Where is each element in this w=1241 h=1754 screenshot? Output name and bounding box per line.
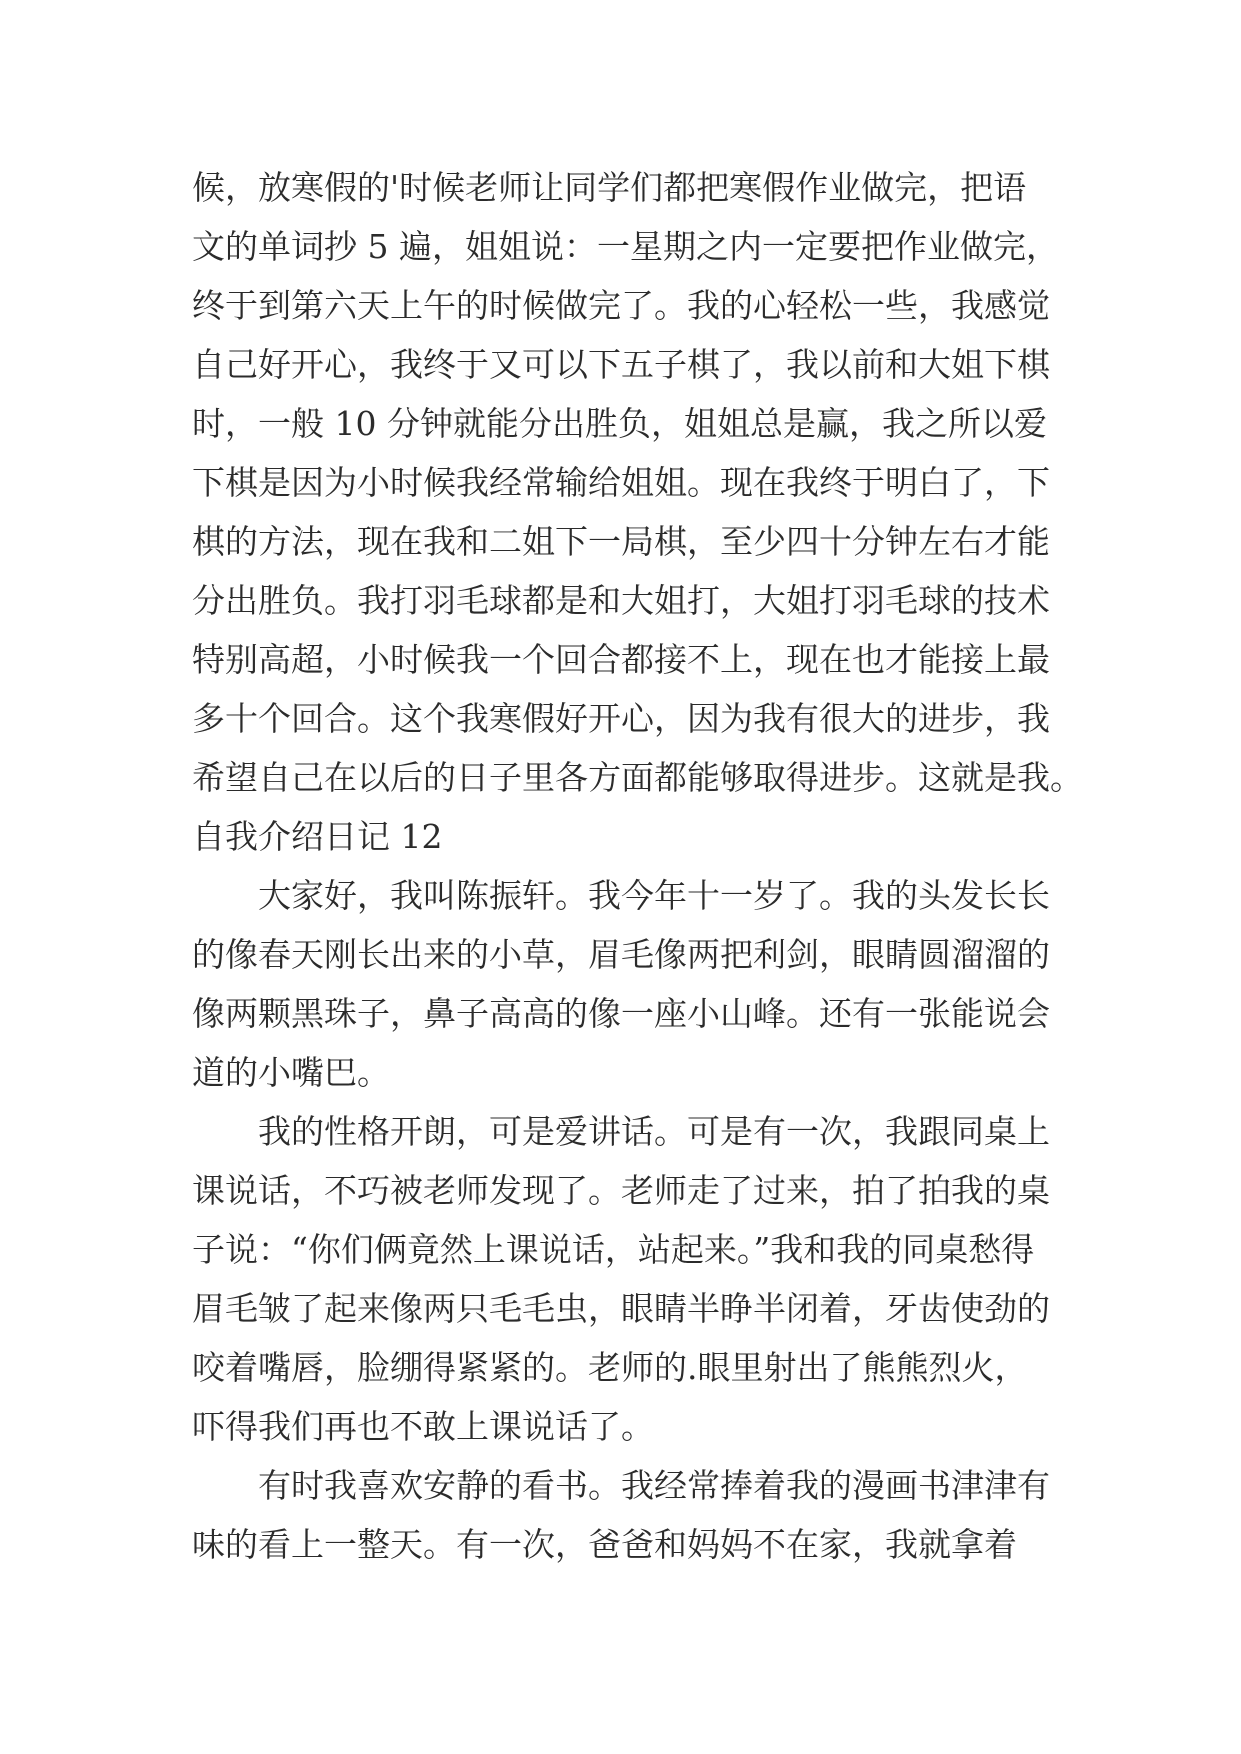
text-line: 眉毛皱了起来像两只毛毛虫，眼睛半睁半闭着，牙齿使劲的 bbox=[192, 1289, 1050, 1328]
text-line: 自我介绍日记 12 bbox=[192, 817, 443, 856]
text-line: 终于到第六天上午的时候做完了。我的心轻松一些，我感觉 bbox=[192, 286, 1050, 325]
document-body bbox=[192, 158, 1083, 1574]
text-line: 特别高超，小时候我一个回合都接不上，现在也才能接上最 bbox=[192, 640, 1050, 679]
text-line: 棋的方法，现在我和二姐下一局棋，至少四十分钟左右才能 bbox=[192, 522, 1050, 561]
text-line: 咬着嘴唇，脸绷得紧紧的。老师的.眼里射出了熊熊烈火， bbox=[192, 1348, 1028, 1387]
text-line: 大家好，我叫陈振轩。我今年十一岁了。我的头发长长 bbox=[258, 876, 1050, 915]
text-line: 吓得我们再也不敢上课说话了。 bbox=[192, 1407, 654, 1446]
text-line: 多十个回合。这个我寒假好开心，因为我有很大的进步，我 bbox=[192, 699, 1050, 738]
text-line: 课说话，不巧被老师发现了。老师走了过来，拍了拍我的桌 bbox=[192, 1171, 1050, 1210]
text-line: 候，放寒假的'时候老师让同学们都把寒假作业做完，把语 bbox=[192, 168, 1027, 207]
text-line: 自己好开心，我终于又可以下五子棋了，我以前和大姐下棋 bbox=[192, 345, 1050, 384]
text-line: 文的单词抄 5 遍，姐姐说：一星期之内一定要把作业做完， bbox=[192, 227, 1059, 266]
text-line: 时，一般 10 分钟就能分出胜负，姐姐总是赢，我之所以爱 bbox=[192, 404, 1047, 443]
text-line: 我的性格开朗，可是爱讲话。可是有一次，我跟同桌上 bbox=[258, 1112, 1050, 1151]
text-line: 有时我喜欢安静的看书。我经常捧着我的漫画书津津有 bbox=[258, 1466, 1050, 1505]
text-line: 道的小嘴巴。 bbox=[192, 1053, 390, 1092]
text-line: 像两颗黑珠子，鼻子高高的像一座小山峰。还有一张能说会 bbox=[192, 994, 1050, 1033]
text-line: 子说：“你们俩竟然上课说话，站起来。”我和我的同桌愁得 bbox=[192, 1230, 1035, 1269]
text-line: 希望自己在以后的日子里各方面都能够取得进步。这就是我。 bbox=[192, 758, 1083, 797]
text-line: 下棋是因为小时候我经常输给姐姐。现在我终于明白了，下 bbox=[192, 463, 1050, 502]
text-line: 的像春天刚长出来的小草，眉毛像两把利剑，眼睛圆溜溜的 bbox=[192, 935, 1050, 974]
text-line: 分出胜负。我打羽毛球都是和大姐打，大姐打羽毛球的技术 bbox=[192, 581, 1050, 620]
text-line: 味的看上一整天。有一次，爸爸和妈妈不在家，我就拿着 bbox=[192, 1525, 1017, 1564]
